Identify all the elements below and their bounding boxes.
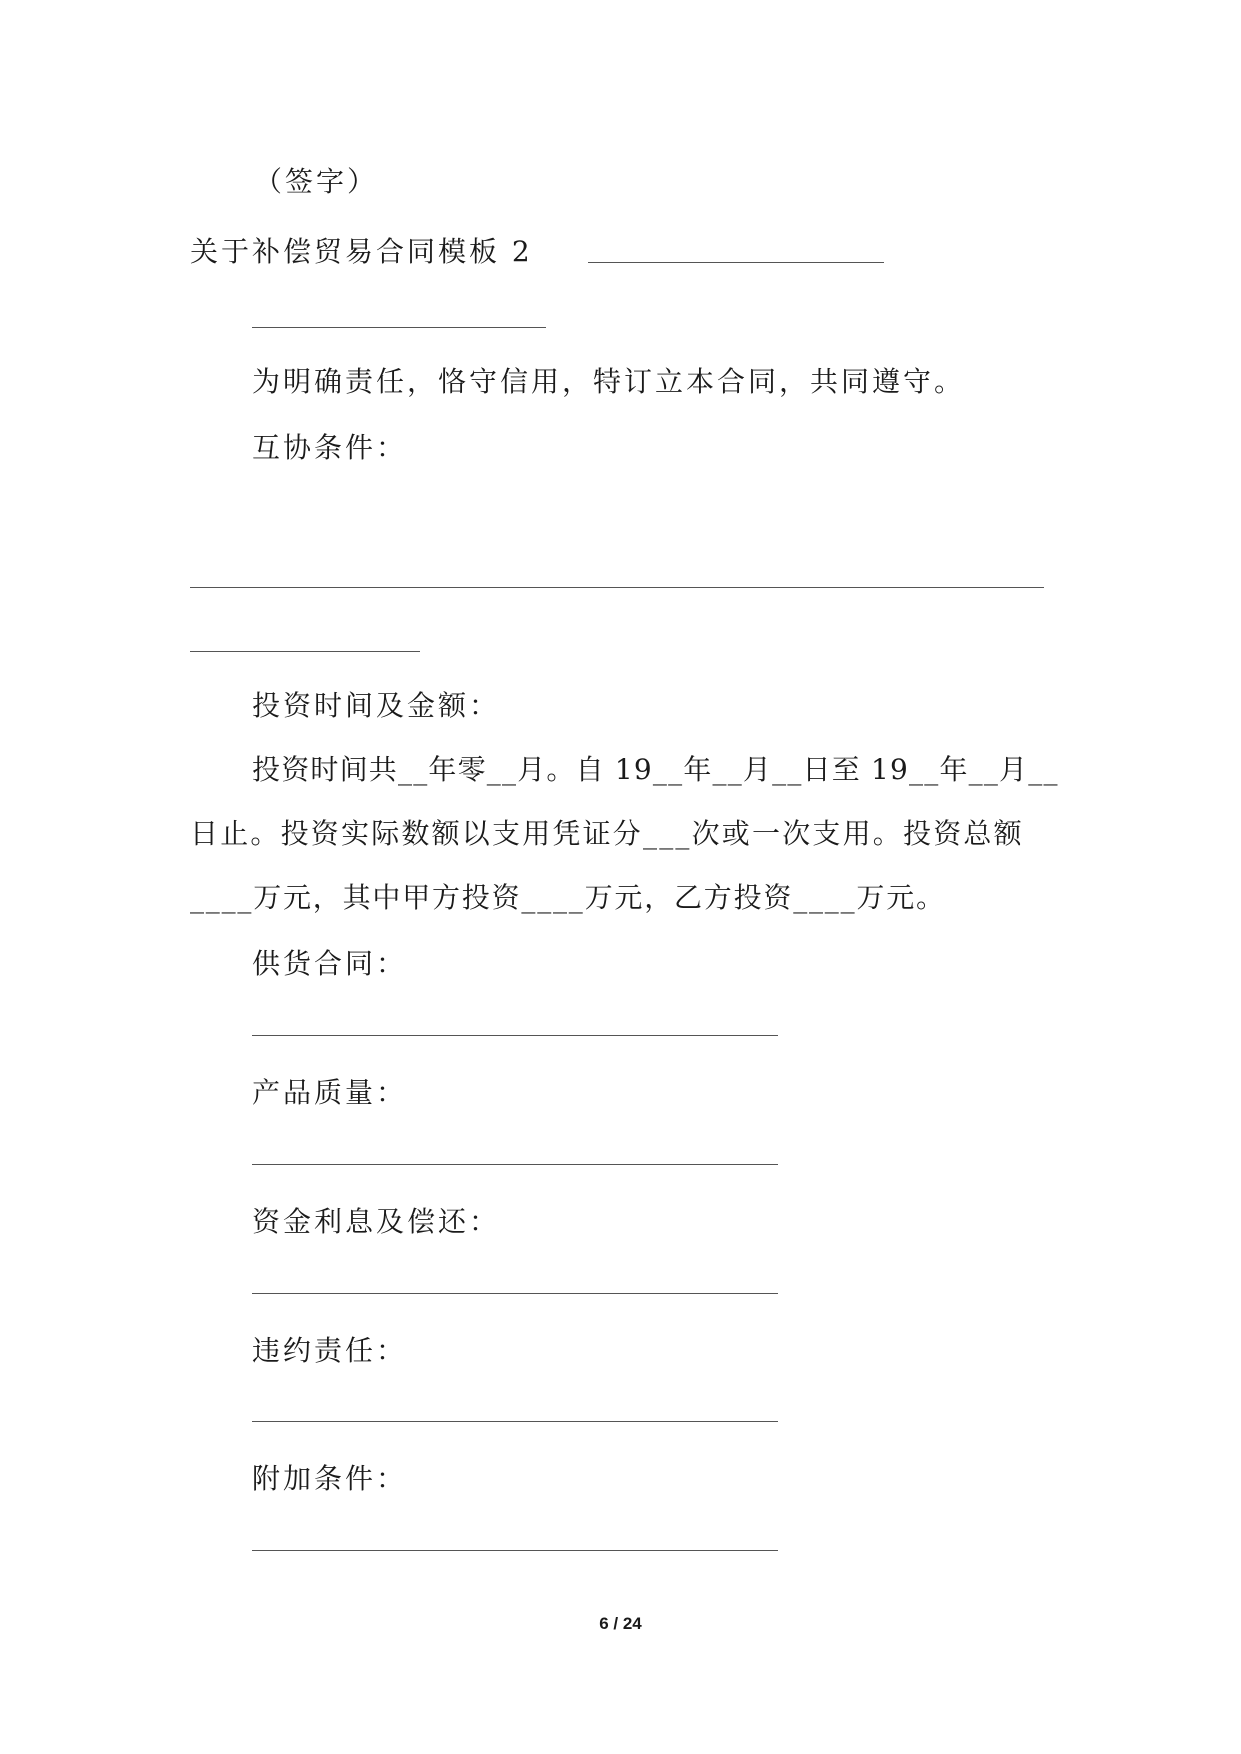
page-number: 6 / 24 [599,1614,642,1633]
product-quality-blank-line [252,1164,778,1165]
mutual-conditions-blank-line [190,587,1044,588]
investment-paragraph-line: ____万元，其中甲方投资____万元，乙方投资____万元。 [190,881,946,914]
product-quality-label: 产品质量： [252,1076,408,1109]
additional-terms-label: 附加条件： [252,1462,408,1495]
funds-interest-blank-line [252,1293,778,1294]
mutual-conditions-blank-line-short [190,651,420,652]
document-title: 关于补偿贸易合同模板 2 [190,235,533,268]
funds-interest-label: 资金利息及偿还： [252,1205,501,1238]
supply-contract-label: 供货合同： [252,947,408,980]
breach-liability-blank-line [252,1421,778,1422]
breach-liability-label: 违约责任： [252,1334,408,1367]
investment-heading: 投资时间及金额： [252,689,501,722]
additional-terms-blank-line [252,1550,778,1551]
signature-label: （签字） [254,165,379,198]
intro-paragraph: 为明确责任，恪守信用，特订立本合同，共同遵守。 [252,365,966,398]
mutual-conditions-label: 互协条件： [252,431,408,464]
investment-paragraph-line: 投资时间共__年零__月。自 19__年__月__日至 19__年__月__ [252,753,1059,786]
supply-contract-blank-line [252,1035,778,1036]
title-blank-line [588,262,884,263]
blank-line [252,327,546,328]
investment-paragraph-line: 日止。投资实际数额以支用凭证分___次或一次支用。投资总额 [190,817,1024,850]
